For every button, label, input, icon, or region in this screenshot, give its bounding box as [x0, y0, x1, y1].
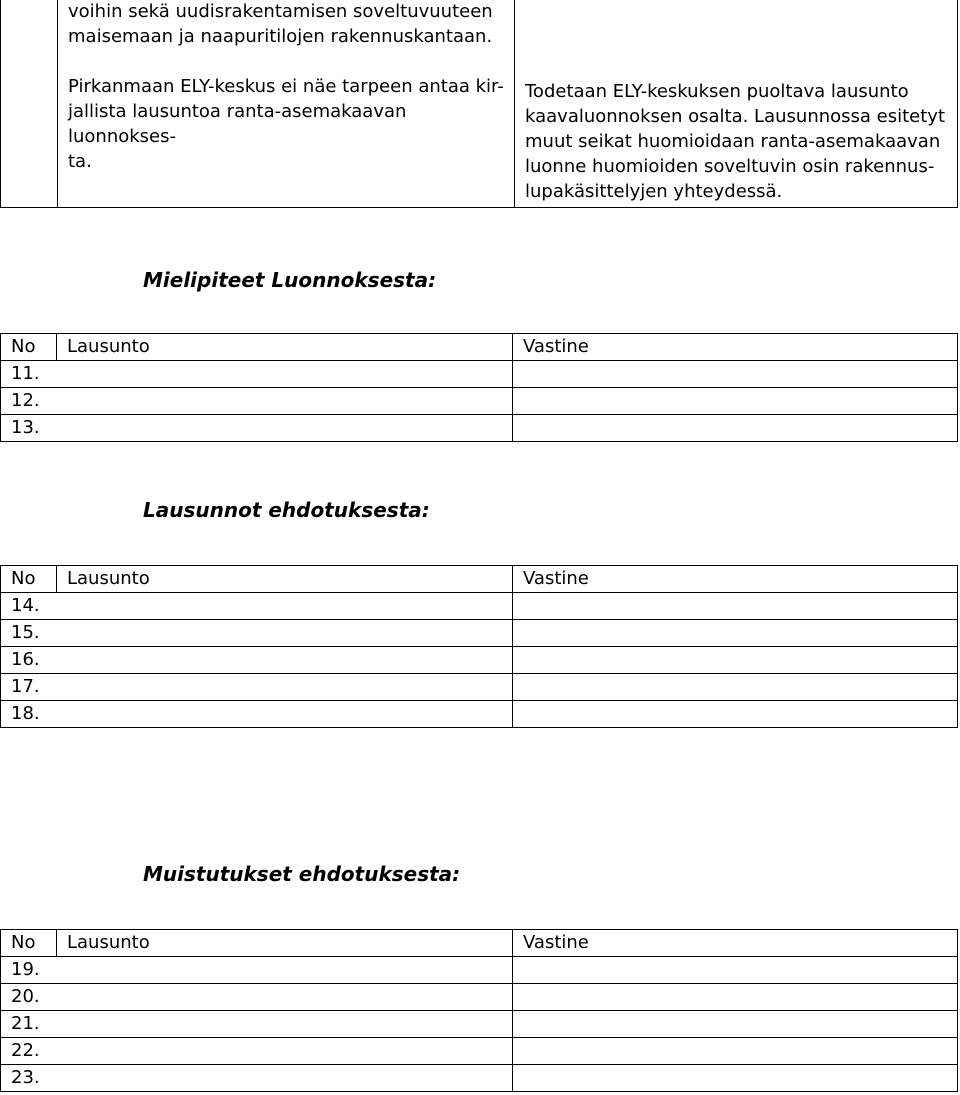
- response-line: kaavaluonnoksen osalta. Lausunnossa esitetyt: [525, 106, 946, 127]
- lausunto-cell: [57, 1065, 513, 1092]
- header-no: No: [1, 930, 57, 957]
- lausunto-cell: [57, 620, 513, 647]
- response-line: muut seikat huomioidaan ranta-asemakaavan: [525, 131, 941, 152]
- vastine-cell: [513, 1011, 958, 1038]
- opinions-table: [0, 333, 958, 442]
- lausunto-cell: [57, 701, 513, 728]
- row-number: 23.: [1, 1065, 57, 1092]
- row-number: 12.: [1, 388, 57, 415]
- header-vastine: Vastine: [513, 566, 958, 593]
- table-row: [1, 620, 958, 647]
- lausunto-cell: [57, 674, 513, 701]
- statement-table-continuation: [0, 0, 958, 208]
- section-title: Lausunnot ehdotuksesta:: [143, 498, 430, 522]
- table-row: [1, 415, 958, 442]
- lausunto-cell: [57, 415, 513, 442]
- vastine-cell: [513, 361, 958, 388]
- lausunto-cell: [57, 647, 513, 674]
- statement-cell: [58, 0, 515, 208]
- row-number: 20.: [1, 984, 57, 1011]
- table-row: [1, 1065, 958, 1092]
- statement-line: Pirkanmaan ELY-keskus ei näe tarpeen antaa kir-: [68, 76, 504, 97]
- lausunto-cell: [57, 1011, 513, 1038]
- row-number: 11.: [1, 361, 57, 388]
- table-row: [1, 1011, 958, 1038]
- vastine-cell: [513, 647, 958, 674]
- header-no: No: [1, 334, 57, 361]
- lausunto-cell: [57, 957, 513, 984]
- lausunto-cell: [57, 1038, 513, 1065]
- lausunto-cell: [57, 361, 513, 388]
- vastine-cell: [513, 1065, 958, 1092]
- vastine-cell: [513, 1038, 958, 1065]
- statements-table: [0, 565, 958, 728]
- table-row: [1, 701, 958, 728]
- lausunto-cell: [57, 593, 513, 620]
- vastine-cell: [513, 620, 958, 647]
- header-vastine: Vastine: [513, 334, 958, 361]
- vastine-cell: [513, 701, 958, 728]
- response-cell: [515, 0, 958, 208]
- header-lausunto: Lausunto: [57, 334, 513, 361]
- row-number: 14.: [1, 593, 57, 620]
- header-vastine: Vastine: [513, 930, 958, 957]
- row-number: 22.: [1, 1038, 57, 1065]
- statement-line: jallista lausuntoa ranta-asemakaavan luonnokses-: [68, 101, 407, 147]
- table-row: [1, 361, 958, 388]
- vastine-cell: [513, 957, 958, 984]
- vastine-cell: [513, 674, 958, 701]
- row-number: 21.: [1, 1011, 57, 1038]
- objections-table: [0, 929, 958, 1092]
- vastine-cell: [513, 388, 958, 415]
- response-line: lupakäsittelyjen yhteydessä.: [525, 181, 783, 202]
- row-number: 19.: [1, 957, 57, 984]
- row-number: 13.: [1, 415, 57, 442]
- table-header-row: [1, 930, 958, 957]
- lausunto-cell: [57, 984, 513, 1011]
- vastine-cell: [513, 593, 958, 620]
- table-header-row: [1, 566, 958, 593]
- statement-line: maisemaan ja naapuritilojen rakennuskantaan.: [68, 26, 493, 47]
- response-line: luonne huomioiden soveltuvin osin rakennus-: [525, 156, 935, 177]
- section-title: Muistutukset ehdotuksesta:: [143, 862, 461, 886]
- header-lausunto: Lausunto: [57, 566, 513, 593]
- lausunto-cell: [57, 388, 513, 415]
- row-number: 17.: [1, 674, 57, 701]
- header-lausunto: Lausunto: [57, 930, 513, 957]
- header-no: No: [1, 566, 57, 593]
- row-number: 15.: [1, 620, 57, 647]
- table-row: [1, 0, 958, 208]
- table-row: [1, 1038, 958, 1065]
- table-row: [1, 984, 958, 1011]
- vastine-cell: [513, 984, 958, 1011]
- table-row: [1, 674, 958, 701]
- vastine-cell: [513, 415, 958, 442]
- table-row: [1, 647, 958, 674]
- row-number: 16.: [1, 647, 57, 674]
- table-row: [1, 593, 958, 620]
- statement-line: ta.: [68, 151, 92, 172]
- row-number: 18.: [1, 701, 57, 728]
- response-line: Todetaan ELY-keskuksen puoltava lausunto: [525, 81, 909, 102]
- table-row: [1, 957, 958, 984]
- no-cell: [1, 0, 58, 208]
- statement-line: voihin sekä uudisrakentamisen soveltuvuuteen: [68, 1, 493, 22]
- table-header-row: [1, 334, 958, 361]
- table-row: [1, 388, 958, 415]
- section-title: Mielipiteet Luonnoksesta:: [143, 268, 437, 292]
